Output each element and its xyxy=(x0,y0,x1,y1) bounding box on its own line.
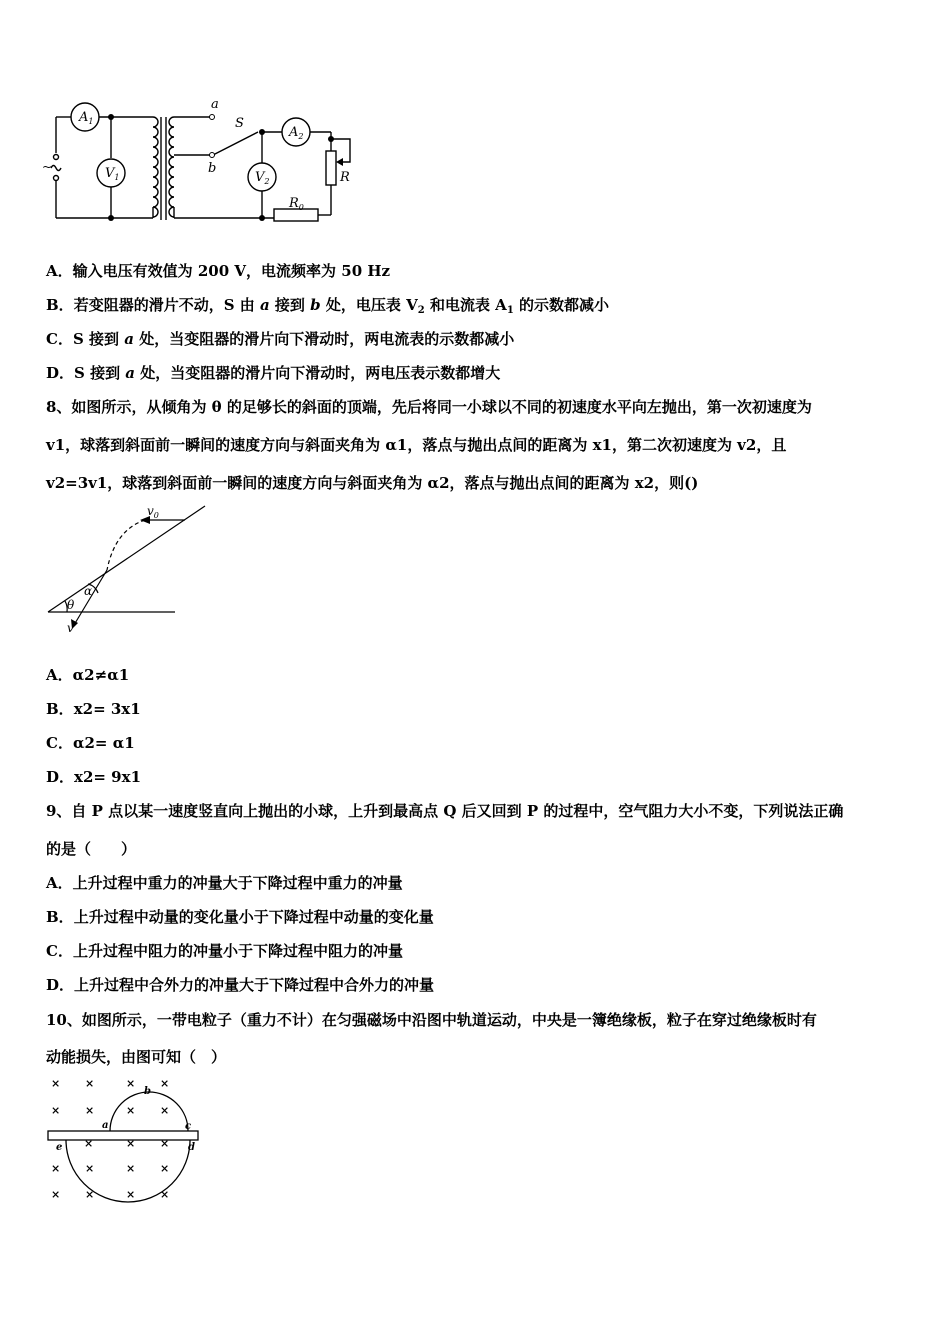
field-cross-mark: × xyxy=(51,1188,61,1201)
q7-option-c: C．S 接到 a 处，当变阻器的滑片向下滑动时，两电流表的示数都减小 xyxy=(46,330,515,348)
q8-option-c: C．α2= α1 xyxy=(46,734,135,752)
q9-option-d: D．上升过程中合外力的冲量大于下降过程中合外力的冲量 xyxy=(46,976,435,994)
q7-option-a: A．输入电压有效值为 200 V，电流频率为 50 Hz xyxy=(46,262,391,280)
q8-stem-line-1: 8、如图所示，从倾角为 θ 的足够长的斜面的顶端，先后将同一小球以不同的初速度水平向左抛出，第一次初速度为 xyxy=(46,398,812,416)
v-label: v xyxy=(67,621,74,635)
q9-option-a: A．上升过程中重力的冲量大于下降过程中重力的冲量 xyxy=(46,874,403,892)
field-cross-mark: × xyxy=(51,1104,61,1117)
q9-option-b: B．上升过程中动量的变化量小于下降过程中动量的变化量 xyxy=(46,908,434,926)
ammeter-a2-label: $A_2$ xyxy=(289,125,304,141)
point-a-label: a xyxy=(102,1120,109,1131)
field-cross-mark: × xyxy=(84,1137,94,1150)
field-cross-mark: × xyxy=(85,1162,95,1175)
q8-option-a: A．α2≠α1 xyxy=(46,666,130,684)
q8-stem-line-3: v2=3v1，球落到斜面前一瞬间的速度方向与斜面夹角为 α2，落点与抛出点间的距离为 x2，则() xyxy=(46,474,699,492)
q8-option-b: B．x2= 3x1 xyxy=(46,700,141,718)
transformer-circuit-diagram xyxy=(40,95,370,230)
q9-option-c: C．上升过程中阻力的冲量小于下降过程中阻力的冲量 xyxy=(46,942,403,960)
q8-option-d: D．x2= 9x1 xyxy=(46,768,142,786)
field-cross-mark: × xyxy=(126,1188,136,1201)
field-cross-mark: × xyxy=(126,1137,136,1150)
field-cross-mark: × xyxy=(85,1188,95,1201)
terminal-a-label: a xyxy=(211,97,219,112)
alpha-label: α xyxy=(84,584,93,598)
q8-stem-line-2: v1，球落到斜面前一瞬间的速度方向与斜面夹角为 α1，落点与抛出点间的距离为 x1，第二次初速度为 v2，且 xyxy=(46,436,787,454)
field-cross-mark: × xyxy=(51,1077,61,1090)
theta-label: θ xyxy=(67,598,75,612)
switch-label: S xyxy=(235,116,244,131)
field-cross-mark: × xyxy=(85,1104,95,1117)
field-cross-mark: × xyxy=(126,1077,136,1090)
field-cross-mark: × xyxy=(160,1162,170,1175)
q10-stem-line-1: 10、如图所示，一带电粒子（重力不计）在匀强磁场中沿图中轨道运动，中央是一簿绝缘板，粒子在穿过绝缘板时有 xyxy=(46,1011,817,1029)
terminal-b-label: b xyxy=(208,161,217,176)
field-cross-mark: × xyxy=(160,1104,170,1117)
ac-source-symbol: ~ xyxy=(42,160,53,174)
q7-option-d: D．S 接到 a 处，当变阻器的滑片向下滑动时，两电压表示数都增大 xyxy=(46,364,501,382)
q9-stem-line-2: 的是（ ） xyxy=(46,840,137,858)
q10-stem-line-2: 动能损失，由图可知（ ） xyxy=(46,1048,227,1066)
field-cross-mark: × xyxy=(126,1104,136,1117)
q9-stem-line-1: 9、自 P 点以某一速度竖直向上抛出的小球，上升到最高点 Q 后又回到 P 的过程中，空气阻力大小不变，下列说法正确 xyxy=(46,802,844,820)
magnetic-field-trajectory-diagram xyxy=(40,1072,210,1212)
point-c-label: c xyxy=(185,1121,192,1132)
q7-option-b: B．若变阻器的滑片不动，S 由 a 接到 b 处，电压表 $V_2$ 和电流表 $A_1$ 的示数都减小 xyxy=(46,296,610,316)
field-cross-mark: × xyxy=(160,1137,170,1150)
point-e-label: e xyxy=(56,1142,63,1153)
voltmeter-v2-label: $V_2$ xyxy=(255,170,270,186)
field-cross-mark: × xyxy=(51,1162,61,1175)
field-cross-mark: × xyxy=(126,1162,136,1175)
point-b-label: b xyxy=(144,1086,151,1097)
ammeter-a1-label: $A_1$ xyxy=(79,110,94,126)
v0-label: $v_0$ xyxy=(147,504,159,520)
voltmeter-v1-label: $V_1$ xyxy=(105,166,120,182)
field-cross-mark: × xyxy=(160,1188,170,1201)
field-cross-mark: × xyxy=(160,1077,170,1090)
resistor-r0-label: $R_0$ xyxy=(289,196,304,212)
point-d-label: d xyxy=(188,1142,195,1153)
incline-projectile-diagram xyxy=(40,500,220,640)
rheostat-label: R xyxy=(340,170,350,185)
field-cross-mark: × xyxy=(85,1077,95,1090)
